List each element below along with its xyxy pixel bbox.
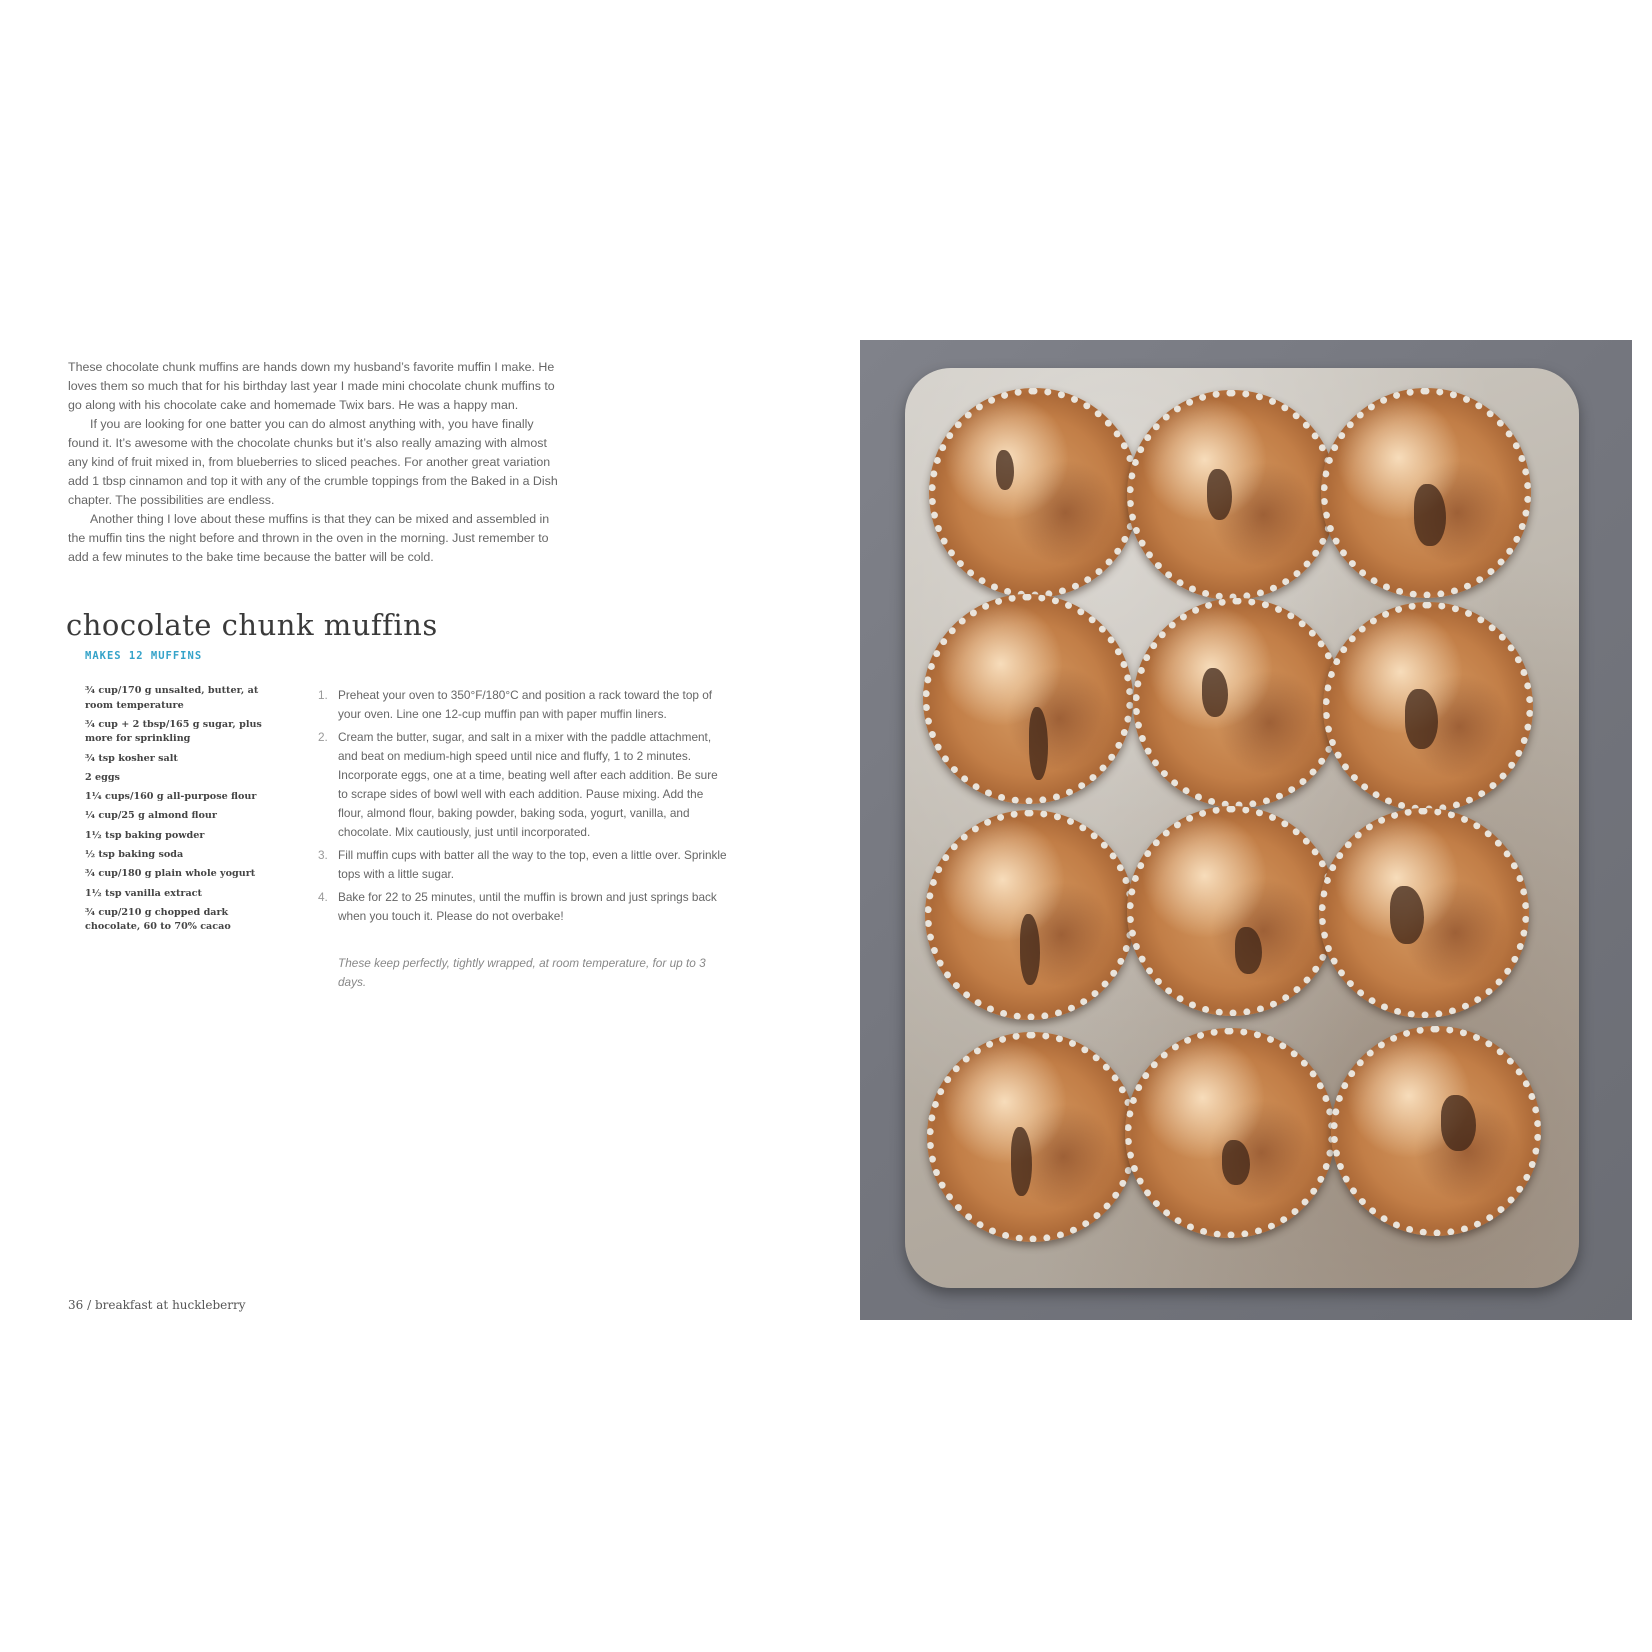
muffin-tin: [905, 368, 1579, 1288]
muffin: [1133, 598, 1343, 808]
muffin: [929, 388, 1139, 598]
ingredient-item: ¼ cup/25 g almond flour: [85, 810, 217, 822]
chocolate-chunk: [1029, 707, 1048, 780]
ingredient-item: ¾ cup/210 g chopped dark chocolate, 60 to 70% cacao: [85, 906, 231, 933]
chocolate-chunk: [1020, 914, 1040, 985]
method-step: [318, 686, 728, 724]
ingredient-list: [85, 684, 285, 940]
chocolate-chunk: [1222, 1140, 1250, 1185]
chocolate-chunk: [1441, 1095, 1476, 1151]
step-text: Bake for 22 to 25 minutes, until the muffin is brown and just springs back when you touch it. Please do not overbake!: [338, 890, 717, 923]
intro-paragraph-3: Another thing I love about these muffins is that they can be mixed and assembled in the muffin tins the night before and thrown in the oven in the morning. Just remember to add a few minutes to the bake time because the batter will be cold.: [68, 512, 550, 564]
step-number: 4.: [318, 890, 328, 904]
method-step: [318, 846, 728, 884]
storage-note: These keep perfectly, tightly wrapped, at room temperature, for up to 3 days.: [338, 956, 706, 989]
muffin: [1321, 388, 1531, 598]
muffin-photo: [860, 340, 1632, 1320]
ingredient-item: ¾ cup/180 g plain whole yogurt: [85, 868, 256, 880]
muffin: [1127, 806, 1337, 1016]
step-text: Preheat your oven to 350°F/180°C and position a rack toward the top of your oven. Line one 12-cup muffin pan with paper muffin liners.: [338, 688, 713, 721]
ingredient-item: ¾ tsp kosher salt: [85, 752, 178, 764]
ingredient-item: 1¼ cups/160 g all-purpose flour: [85, 791, 257, 803]
method-step: [318, 888, 728, 926]
ingredient-item: ¾ cup + 2 tbsp/165 g sugar, plus more for sprinkling: [85, 718, 262, 745]
step-number: 1.: [318, 688, 328, 702]
muffin: [1125, 1028, 1335, 1238]
ingredient-item: 1½ tsp vanilla extract: [85, 887, 202, 899]
chocolate-chunk: [1390, 886, 1424, 944]
step-text: Cream the butter, sugar, and salt in a mixer with the paddle attachment, and beat on medium-high speed until nice and fluffy, 1 to 2 minutes. Incorporate eggs, one at a time, beating well after each addition. Be sure to scrape sides of bowl well with each addition. Pause mixing. Add the flour, almond flour, baking powder, baking soda, yogurt, vanilla, and chocolate. Mix cautiously, just until incorporated.: [338, 730, 718, 839]
chocolate-chunk: [1235, 927, 1262, 974]
ingredient-item: 1½ tsp baking powder: [85, 829, 205, 841]
chocolate-chunk: [996, 450, 1014, 490]
chocolate-chunk: [1207, 469, 1232, 520]
muffin: [923, 594, 1133, 804]
step-number: 3.: [318, 848, 328, 862]
recipe-yield: MAKES 12 MUFFINS: [85, 650, 203, 662]
page-folio: 36 / breakfast at huckleberry: [68, 1298, 246, 1312]
intro-paragraph-1: These chocolate chunk muffins are hands down my husband’s favorite muffin I make. He loves them so much that for his birthday last year I made mini chocolate chunk muffins to go along with his chocolate cake and homemade Twix bars. He was a happy man.: [68, 360, 555, 412]
muffin: [1331, 1026, 1541, 1236]
recipe-title: chocolate chunk muffins: [66, 608, 438, 642]
chocolate-chunk: [1011, 1127, 1032, 1196]
method-step: [318, 728, 728, 842]
method-steps: [318, 686, 728, 930]
intro-text: [68, 358, 568, 567]
ingredient-item: ½ tsp baking soda: [85, 849, 184, 861]
muffin: [1323, 602, 1533, 812]
chocolate-chunk: [1414, 484, 1446, 546]
ingredient-item: 2 eggs: [85, 771, 120, 783]
muffin: [1127, 390, 1337, 600]
muffin: [927, 1032, 1137, 1242]
intro-paragraph-2: If you are looking for one batter you can do almost anything with, you have finally found it. It’s awesome with the chocolate chunks but it’s also really amazing with almost any kind of fruit mixed in, from blueberries to sliced peaches. For another great variation add 1 tbsp cinnamon and top it with any of the crumble toppings from the Baked in a Dish chapter. The possibilities are endless.: [68, 417, 558, 507]
step-number: 2.: [318, 730, 328, 744]
ingredient-item: ¾ cup/170 g unsalted, butter, at room temperature: [85, 685, 259, 711]
step-text: Fill muffin cups with batter all the way to the top, even a little over. Sprinkle tops with a little sugar.: [338, 848, 727, 881]
chocolate-chunk: [1202, 668, 1228, 717]
chocolate-chunk: [1405, 689, 1438, 749]
muffin: [925, 810, 1135, 1020]
muffin: [1319, 808, 1529, 1018]
